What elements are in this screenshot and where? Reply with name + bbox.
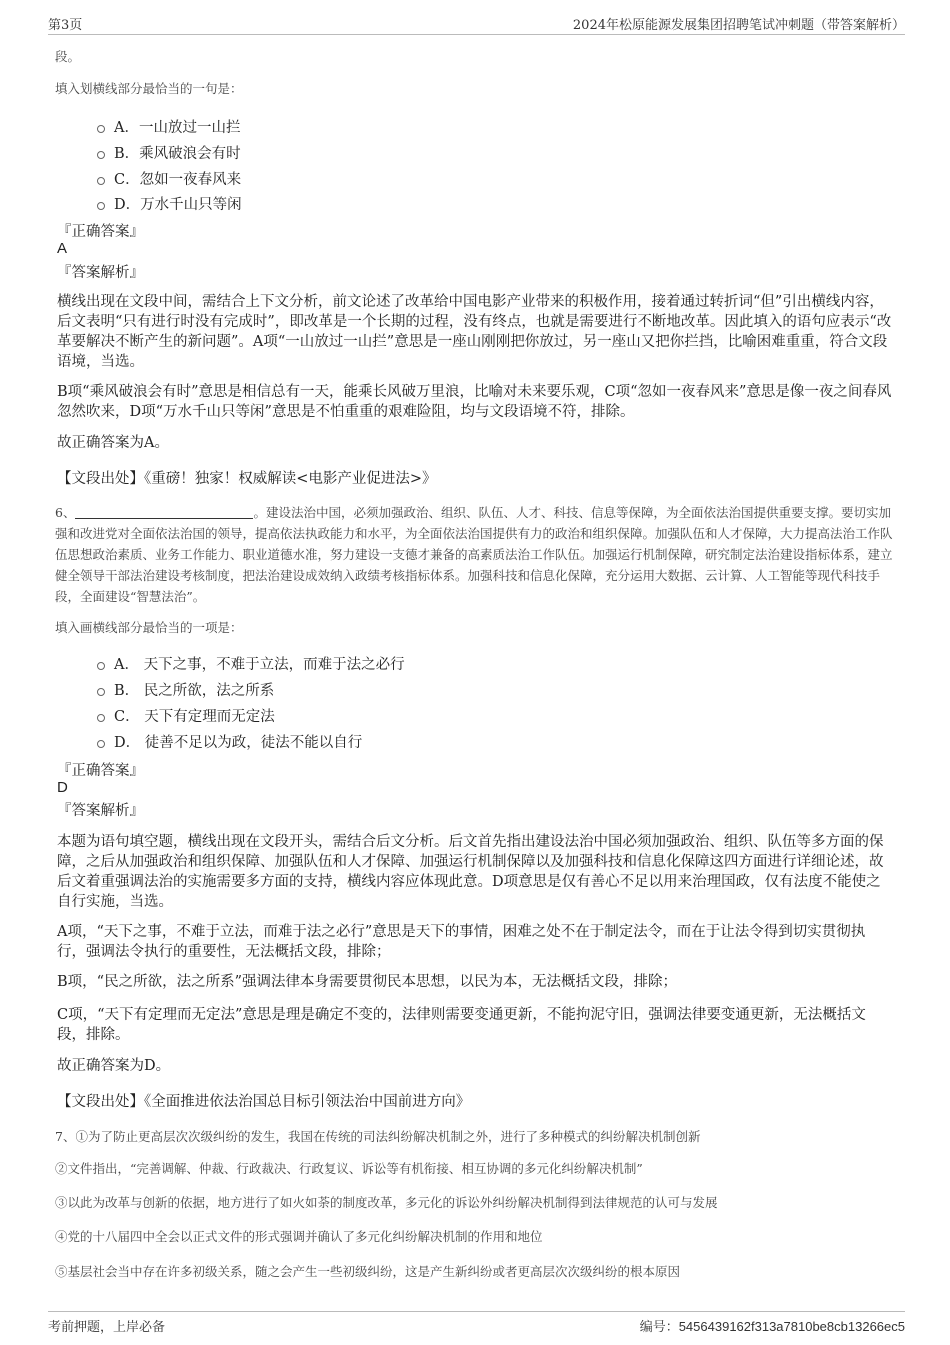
q7-line-3: ③以此为改革与创新的依据，地方进行了如火如荼的制度改革，多元化的诉讼外纠纷解决机制得到法律规范的认可与发展: [55, 1195, 718, 1210]
radio-icon[interactable]: [97, 125, 105, 133]
q6-analysis-p4: C项，“天下有定理而无定法”意思是理是确定不变的，法律则需要变通更新，不能拘泥守旧，强调法律要变通更新，无法概括文段，排除。: [57, 1007, 866, 1043]
q6-analysis-p1: 本题为语句填空题，横线出现在文段开头，需结合后文分析。后文首先指出建设法治中国必须加强政治、组织、队伍等多方面的保障，之后从加强政治和组织保障、加强队伍和人才保障、加强运行机制保障以及加强科技和信息化保障这四方面进行详细论述，故后文着重强调法治的实施需要多方面的支持，横线内容应体现此意。D项意思是仅有善心不足以用来治理国政，仅有法度不能使之自行实施，当选。: [57, 834, 884, 910]
q6-answer-label: 『正确答案』: [57, 763, 144, 779]
page-footer: [48, 1311, 905, 1338]
q5-tail: 段。: [55, 49, 81, 64]
q7-line-4: ④党的十八届四中全会以正式文件的形式强调并确认了多元化纠纷解决机制的作用和地位: [55, 1229, 543, 1244]
q6-analysis-label: 『答案解析』: [57, 803, 144, 819]
q6-stem: 6、 。建设法治中国，必须加强政治、组织、队伍、人才、科技、信息等保障，为全面依法治国提供重要支撑。要切实加强和改进党对全面依法治国的领导，提高依法执政能力和水平，为全面依法治国提供有力的政治和组织保障。加强队伍和人才保障，大力提高法治工作队伍思想政治素质、业务工作能力、职业道德水准，努力建设一支德才兼备的高素质法治工作队伍。加强运行机制保障，研究制定法治建设指标体系，建立健全领导干部法治建设考核制度，把法治建设成效纳入政绩考核指标体系。加强科技和信息化保障，充分运用大数据、云计算、人工智能等现代科技手段，全面建设“智慧法治”。: [55, 505, 893, 604]
q5-analysis-p2: B项“乘风破浪会有时”意思是相信总有一天，能乘长风破万里浪，比喻对未来要乐观，C项“忽如一夜春风来”意思是像一夜之间春风忽然吹来，D项“万水千山只等闲”意思是不怕重重的艰难险阻，均与文段语境不符，排除。: [57, 384, 892, 420]
q6-option-c[interactable]: C． 天下有定理而无定法: [97, 705, 275, 725]
page-header: [48, 12, 905, 35]
q5-prompt: 填入划横线部分最恰当的一句是：: [55, 81, 243, 96]
q5-answer: A: [57, 240, 68, 257]
fill-blank: [75, 506, 253, 519]
q7-line-5: ⑤基层社会当中存在许多初级关系，随之会产生一些初级纠纷，这是产生新纠纷或者更高层次次级纠纷的根本原因: [55, 1264, 681, 1279]
q6-prompt: 填入画横线部分最恰当的一项是：: [55, 620, 243, 635]
q5-option-a[interactable]: A．一山放过一山拦: [97, 116, 240, 136]
q7-line-1: 7、①为了防止更高层次次级纠纷的发生，我国在传统的司法纠纷解决机制之外，进行了多种模式的纠纷解决机制创新: [55, 1129, 701, 1144]
q5-answer-label: 『正确答案』: [57, 224, 144, 240]
q5-analysis-p3: 故正确答案为A。: [57, 435, 169, 451]
q6-source: 【文段出处】《全面推进依法治国总目标引领法治中国前进方向》: [57, 1094, 471, 1110]
radio-icon[interactable]: [97, 177, 105, 185]
q5-source: 【文段出处】《重磅！独家！权威解读<电影产业促进法>》: [57, 471, 437, 487]
q6-option-a[interactable]: A． 天下之事，不难于立法，而难于法之必行: [97, 653, 405, 673]
radio-icon[interactable]: [97, 714, 105, 722]
document-title: 2024年松原能源发展集团招聘笔试冲刺题（带答案解析）: [572, 18, 905, 33]
q6-analysis-p3: B项，“民之所欲，法之所系”强调法律本身需要贯彻民本思想，以民为本，无法概括文段，排除；: [57, 974, 677, 990]
radio-icon[interactable]: [97, 662, 105, 670]
radio-icon[interactable]: [97, 740, 105, 748]
q5-option-d[interactable]: D．万水千山只等闲: [97, 193, 242, 213]
document-id: 编号：5456439162f313a7810be8cb13266ec5: [639, 1319, 905, 1334]
q5-analysis-p1: 横线出现在文段中间，需结合上下文分析，前文论述了改革给中国电影产业带来的积极作用，接着通过转折词“但”引出横线内容，后文表明“只有进行时没有完成时”，即改革是一个长期的过程，没有终点，也就是需要进行不断地改革。因此填入的语句应表示“改革要解决不断产生的新问题”。A项“一山放过一山拦”意思是一座山刚刚把你放过，另一座山又把你拦挡，比喻困难重重，符合文段语境，当选。: [57, 294, 892, 370]
q7-line-2: ②文件指出，“完善调解、仲裁、行政裁决、行政复议、诉讼等有机衔接、相互协调的多元化纠纷解决机制”: [55, 1161, 643, 1176]
q6-analysis-p5: 故正确答案为D。: [57, 1058, 171, 1074]
radio-icon[interactable]: [97, 688, 105, 696]
radio-icon[interactable]: [97, 151, 105, 159]
q6-option-d[interactable]: D． 徒善不足以为政，徒法不能以自行: [97, 731, 362, 751]
q5-option-c[interactable]: C．忽如一夜春风来: [97, 168, 241, 188]
q6-answer: D: [57, 779, 68, 796]
q5-analysis-label: 『答案解析』: [57, 265, 144, 281]
q6-analysis-p2: A项，“天下之事，不难于立法，而难于法之必行”意思是天下的事情，困难之处不在于制定法令，而在于让法令得到切实贯彻执行，强调法令执行的重要性，无法概括文段，排除；: [57, 924, 866, 960]
radio-icon[interactable]: [97, 202, 105, 210]
q6-option-b[interactable]: B． 民之所欲，法之所系: [97, 679, 274, 699]
page-number: 第3页: [48, 18, 83, 33]
footer-slogan: 考前押题，上岸必备: [48, 1320, 166, 1335]
q5-option-b[interactable]: B．乘风破浪会有时: [97, 142, 241, 162]
